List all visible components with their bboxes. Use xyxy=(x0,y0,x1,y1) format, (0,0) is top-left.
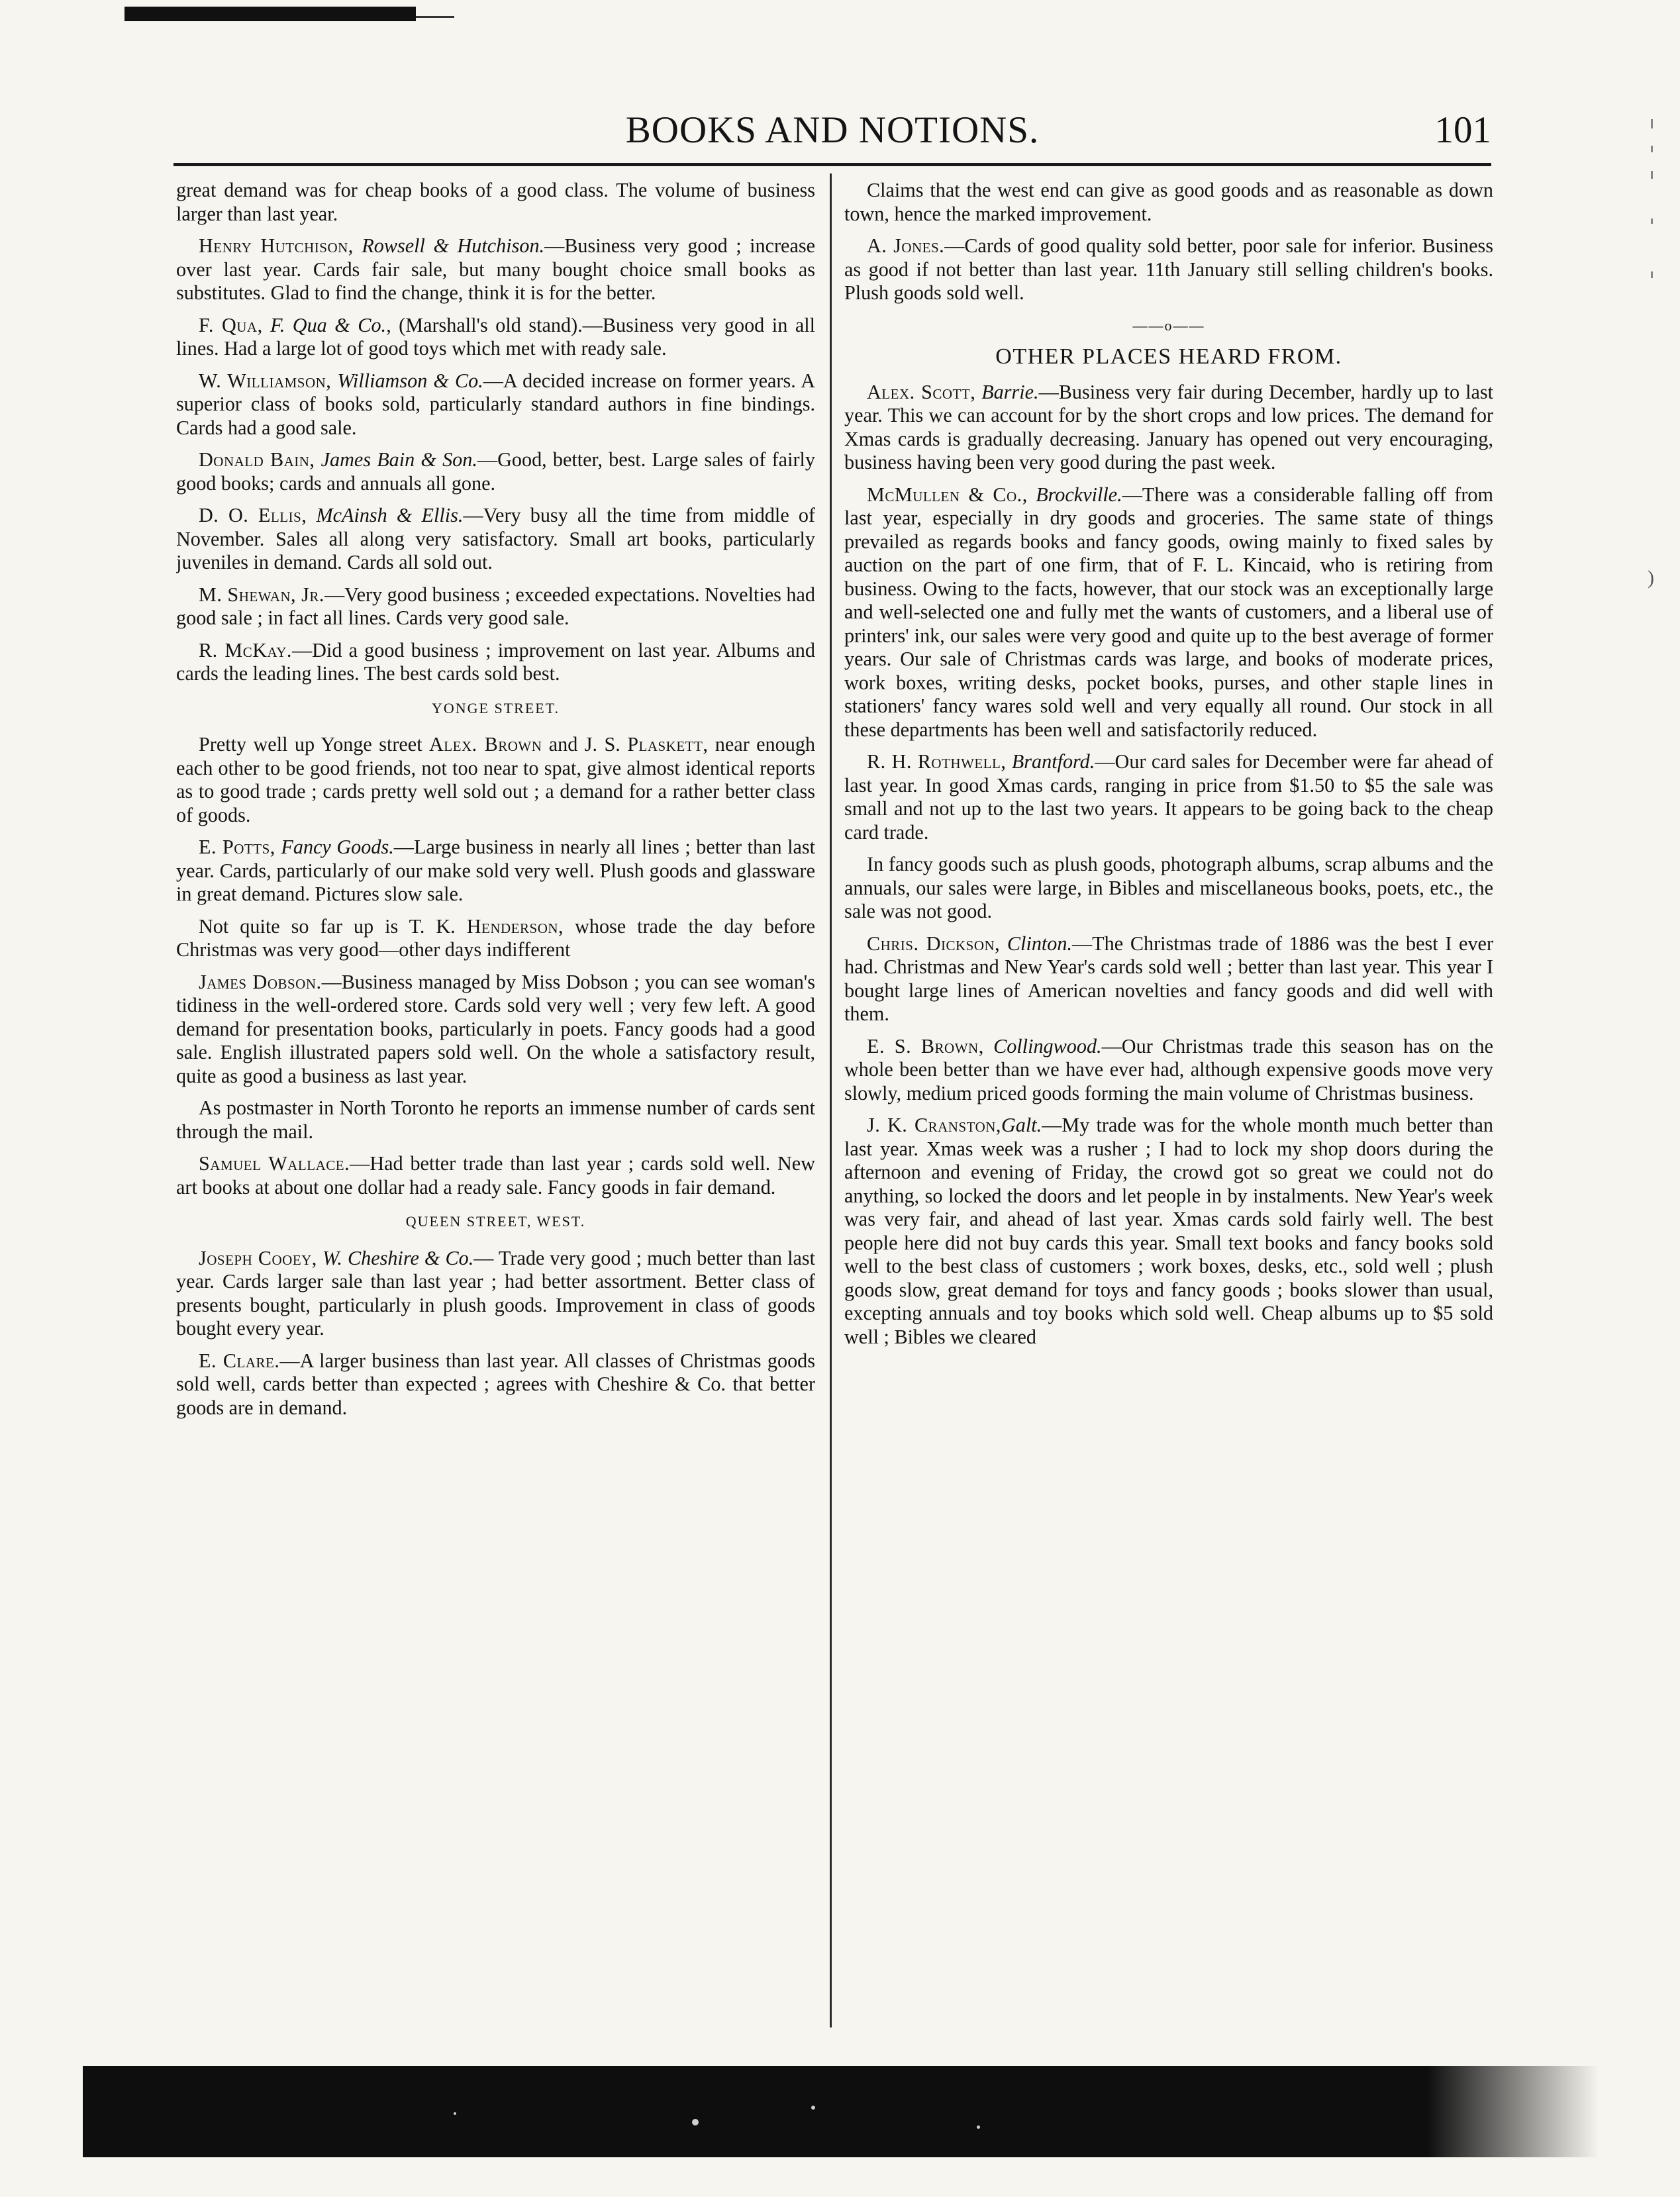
scan-speck xyxy=(454,2112,456,2115)
firm-name: F. Qua & Co., xyxy=(270,313,391,336)
scan-edge-bar xyxy=(124,7,416,21)
paragraph: R. McKay.—Did a good business ; improvement on last year. Albums and cards the leading lines. The best cards sold best. xyxy=(176,638,815,685)
scan-speck xyxy=(811,2106,815,2110)
merchant-name: Alex. Scott, xyxy=(867,380,976,403)
merchant-name: W. Williamson, xyxy=(199,369,332,392)
merchant-name: Donald Bain, xyxy=(199,448,315,471)
running-title: BOOKS AND NOTIONS. xyxy=(625,109,1040,151)
paragraph: E. Clare.—A larger business than last year. All classes of Christmas goods sold well, cards better than expected ; agrees with Cheshire & Co. that better goods are in demand. xyxy=(176,1349,815,1419)
firm-name: Clinton. xyxy=(1007,932,1073,955)
paragraph: R. H. Rothwell, Brantford.—Our card sales for December were far ahead of last year. In good Xmas cards, ranging in price from $1.50 to $5 the sale was small and not up to the last two years. It appears to be going back to the cheap card trade. xyxy=(844,750,1493,844)
merchant-name: Alex. Brown xyxy=(429,733,542,756)
firm-name: Fancy Goods. xyxy=(281,836,394,858)
merchant-name: Joseph Cooey, xyxy=(199,1246,317,1269)
firm-name: Galt. xyxy=(1001,1114,1042,1136)
firm-name: W. Cheshire & Co. xyxy=(322,1246,474,1269)
scan-bottom-bar xyxy=(83,2066,1599,2157)
paragraph: E. S. Brown, Collingwood.—Our Christmas trade this season has on the whole been better than we have ever had, although expensive goods move very slowly, medium priced goods forming the main volume of Christmas business. xyxy=(844,1034,1493,1104)
paragraph: Samuel Wallace.—Had better trade than last year ; cards sold well. New art books at about one dollar had a ready sale. Fancy goods in fair demand. xyxy=(176,1152,815,1198)
paragraph: J. K. Cranston,Galt.—My trade was for the whole month much better than last year. Xmas week was a rusher ; I had to lock my shop doors during the afternoon and evening of Friday, the crowd got so great we could not do anything, so locked the doors and let people in by instalments. New Year's week was very fair, and ahead of last year. Xmas cards sold fairly well. The best people here did not buy cards this year. Small text books and fancy books sold well to the best class of customers ; work boxes, desks, etc., sold well ; plush goods slow, great demand for toys and fancy goods ; books slower than usual, excepting annuals and toy books which sold well. Cheap albums up to $5 sold well ; Bibles we cleared xyxy=(844,1114,1493,1348)
paragraph: As postmaster in North Toronto he reports an immense number of cards sent through the mail. xyxy=(176,1097,815,1143)
paragraph: Chris. Dickson, Clinton.—The Christmas trade of 1886 was the best I ever had. Christmas and New Year's cards sold well ; better than last year. This year I bought large lines of American novelties and fancy goods and did well with them. xyxy=(844,932,1493,1025)
paragraph: Not quite so far up is T. K. Henderson, whose trade the day before Christmas was very good—other days indifferent xyxy=(176,914,815,961)
paragraph: Claims that the west end can give as good goods and as reasonable as down town, hence the marked improvement. xyxy=(844,179,1493,225)
firm-name: Williamson & Co. xyxy=(337,369,483,392)
column-divider xyxy=(830,173,832,2027)
paragraph: M. Shewan, Jr.—Very good business ; exceeded expectations. Novelties had good sale ; in fact all lines. Cards very good sale. xyxy=(176,583,815,629)
paragraph: W. Williamson, Williamson & Co.—A decided increase on former years. A superior class of books sold, particularly standard authors in fine bindings. Cards had a good sale. xyxy=(176,369,815,439)
firm-name: Collingwood. xyxy=(993,1034,1102,1057)
firm-name: James Bain & Son. xyxy=(321,448,477,471)
scan-speck xyxy=(692,2119,699,2125)
paragraph: great demand was for cheap books of a good class. The volume of business larger than last year. xyxy=(176,179,815,225)
firm-name: McAinsh & Ellis. xyxy=(316,504,464,526)
merchant-name: A. Jones. xyxy=(867,234,945,257)
merchant-name: F. Qua, xyxy=(199,313,263,336)
merchant-name: Samuel Wallace. xyxy=(199,1152,350,1175)
firm-name: Brockville. xyxy=(1036,483,1122,506)
section-heading-other-places: OTHER PLACES HEARD FROM. xyxy=(995,344,1342,369)
merchant-name: E. Potts, xyxy=(199,836,275,858)
paragraph: Donald Bain, James Bain & Son.—Good, better, best. Large sales of fairly good books; cards and annuals all gone. xyxy=(176,448,815,495)
header-rule xyxy=(173,163,1491,166)
merchant-name: Plaskett, xyxy=(627,733,709,756)
paragraph: Alex. Scott, Barrie.—Business very fair during December, hardly up to last year. This we can account for by the short crops and low prices. The demand for Xmas cards is gradually decreasing. January has opened out very encouraging, business having been very good during the past week. xyxy=(844,380,1493,473)
scan-edge-line xyxy=(416,16,454,18)
merchant-name: M. Shewan, Jr. xyxy=(199,583,324,606)
paragraph: Joseph Cooey, W. Cheshire & Co.— Trade very good ; much better than last year. Cards larger sale than last year ; had better assortment. Better class of presents bought, particularly in plush goods. Improvement in class of goods bought every year. xyxy=(176,1246,815,1340)
right-column xyxy=(844,179,1493,2033)
section-heading-yonge: YONGE STREET. xyxy=(431,699,560,716)
merchant-name: D. O. Ellis, xyxy=(199,504,307,526)
paragraph: D. O. Ellis, McAinsh & Ellis.—Very busy all the time from middle of November. Sales all along very satisfactory. Small art books, particularly juveniles in demand. Cards all sold out. xyxy=(176,504,815,573)
merchant-name: E. Clare. xyxy=(199,1349,280,1372)
margin-marks xyxy=(1646,119,1665,291)
firm-name: Barrie. xyxy=(981,380,1039,403)
merchant-name: J. K. Cranston, xyxy=(867,1114,1001,1136)
paragraph: James Dobson.—Business managed by Miss Dobson ; you can see woman's tidiness in the well-ordered store. Cards sold very well ; very few left. A good demand for presentation books, particularly in poets. Fancy goods had a good sale. English illustrated papers sold well. On the whole a satisfactory result, quite as good a business as last year. xyxy=(176,970,815,1087)
merchant-name: Henderson, xyxy=(466,914,564,938)
section-divider: ——o—— xyxy=(1132,317,1205,334)
margin-mark-paren: ) xyxy=(1648,567,1654,589)
scan-speck xyxy=(977,2125,980,2129)
page-header xyxy=(173,107,1491,154)
paragraph: McMullen & Co., Brockville.—There was a considerable falling off from last year, especially in dry goods and groceries. The same state of things prevailed as regards books and fancy goods, owing mainly to fixed sales by auction on the part of one firm, that of F. L. Kincaid, who is retiring from business. Owing to the facts, however, that our stock was an exceptionally large and well-selected one and fully met the wants of customers, and a liberal use of printers' ink, our sales were very good and quite up to the best average of former years. Our sale of Christmas cards was large, and books of moderate prices, work boxes, writing desks, pocket books, purses, and other staple lines in stationers' fancy wares sold well and very equally all round. Our stock in all these departments has been well and satisfactorily reduced. xyxy=(844,483,1493,741)
merchant-name: McMullen & Co., xyxy=(867,483,1028,506)
page-number: 101 xyxy=(1434,109,1491,151)
merchant-name: R. McKay. xyxy=(199,638,292,661)
paragraph: Pretty well up Yonge street Alex. Brown and J. S. Plaskett, near enough each other to be good friends, not too near to spat, give almost identical reports as to good trade ; cards pretty well sold out ; a demand for a rather better class of goods. xyxy=(176,733,815,826)
paragraph: A. Jones.—Cards of good quality sold better, poor sale for inferior. Business as good if not better than last year. 11th January still selling children's books. Plush goods sold well. xyxy=(844,234,1493,304)
paragraph: F. Qua, F. Qua & Co., (Marshall's old stand).—Business very good in all lines. Had a large lot of good toys which met with ready sale. xyxy=(176,313,815,360)
merchant-name: Henry Hutchison, xyxy=(199,234,354,257)
merchant-name: E. S. Brown, xyxy=(867,1034,984,1057)
merchant-name: R. H. Rothwell, xyxy=(867,750,1007,773)
merchant-name: Chris. Dickson, xyxy=(867,932,1001,955)
firm-name: Rowsell & Hutchison. xyxy=(362,234,545,257)
paragraph: In fancy goods such as plush goods, photograph albums, scrap albums and the annuals, our sales were large, in Bibles and miscellaneous books, poets, etc., the sale was not good. xyxy=(844,853,1493,922)
paragraph: E. Potts, Fancy Goods.—Large business in nearly all lines ; better than last year. Cards, particularly of our make sold very well. Plush goods and glassware in great demand. Pictures slow sale. xyxy=(176,836,815,905)
paragraph: Henry Hutchison, Rowsell & Hutchison.—Business very good ; increase over last year. Cards fair sale, but many bought choice small books as substitutes. Glad to find the change, think it is for the better. xyxy=(176,234,815,304)
merchant-name: James Dobson. xyxy=(199,970,322,993)
left-column xyxy=(176,179,815,2033)
section-heading-queen: QUEEN STREET, WEST. xyxy=(405,1213,586,1230)
firm-name: Brantford. xyxy=(1011,750,1095,773)
